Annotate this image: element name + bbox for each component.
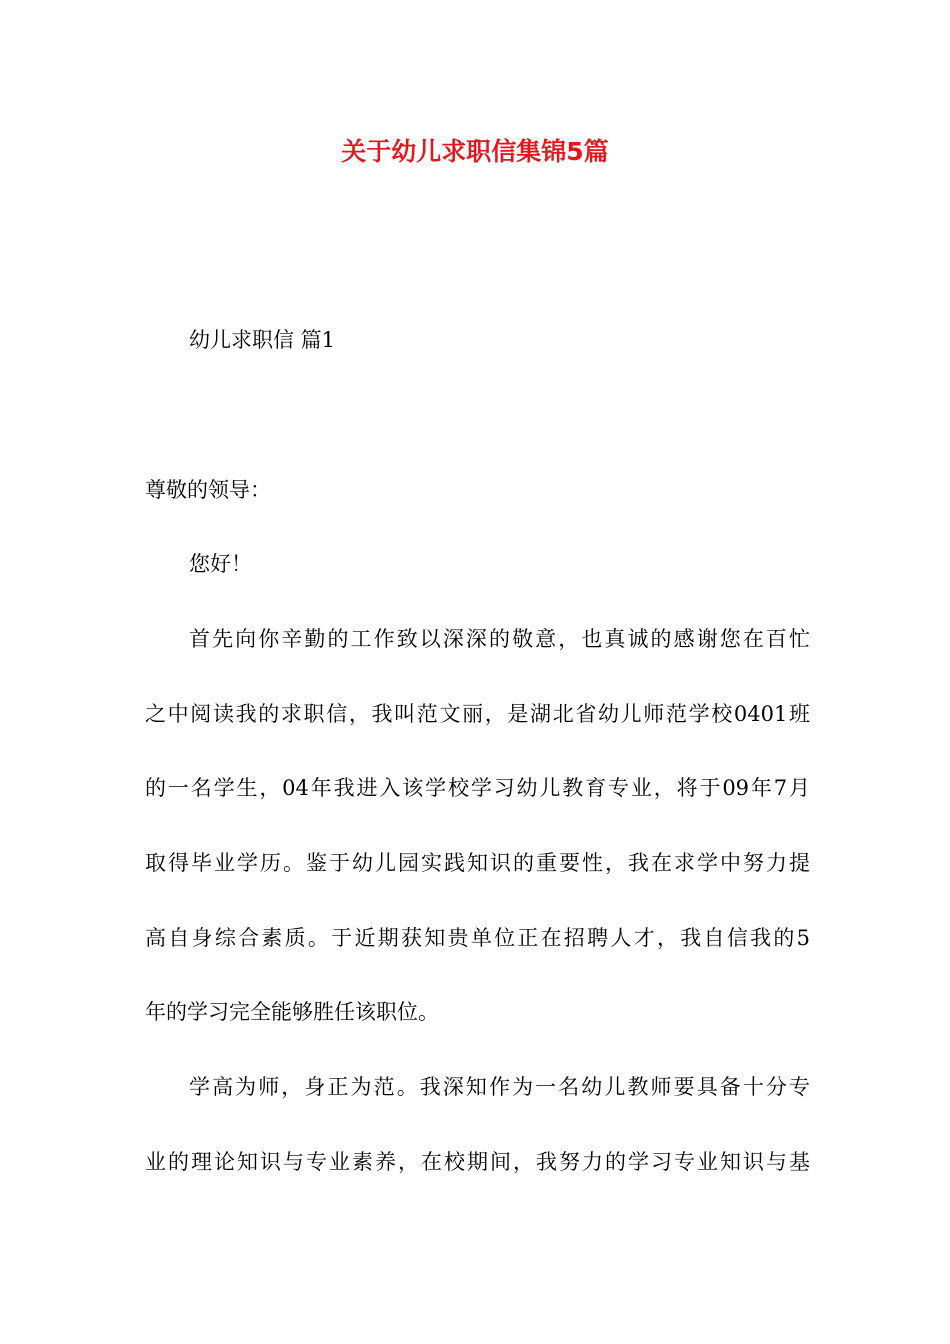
paragraph-1-line-5: 高自身综合素质。于近期获知贵单位正在招聘人才，我自信我的5 <box>145 926 810 950</box>
paragraph-1-line-6: 年的学习完全能够胜任该职位。 <box>145 1000 439 1024</box>
paragraph-2-line-1: 学高为师，身正为范。我深知作为一名幼儿教师要具备十分专 <box>189 1075 810 1099</box>
paragraph-1-line-1: 首先向你辛勤的工作致以深深的敬意，也真诚的感谢您在百忙 <box>189 627 810 651</box>
document-title: 关于幼儿求职信集锦5篇 <box>341 137 609 166</box>
paragraph-2-line-2: 业的理论知识与专业素养，在校期间，我努力的学习专业知识与基 <box>145 1150 810 1174</box>
paragraph-1-line-3: 的一名学生，04年我进入该学校学习幼儿教育专业，将于09年7月 <box>145 776 810 800</box>
section-heading: 幼儿求职信 篇1 <box>189 328 336 352</box>
greeting: 您好！ <box>189 552 252 576</box>
paragraph-1-line-4: 取得毕业学历。鉴于幼儿园实践知识的重要性，我在求学中努力提 <box>145 851 810 875</box>
paragraph-1-line-2: 之中阅读我的求职信，我叫范文丽，是湖北省幼儿师范学校0401班 <box>145 702 810 726</box>
salutation: 尊敬的领导： <box>145 478 271 502</box>
